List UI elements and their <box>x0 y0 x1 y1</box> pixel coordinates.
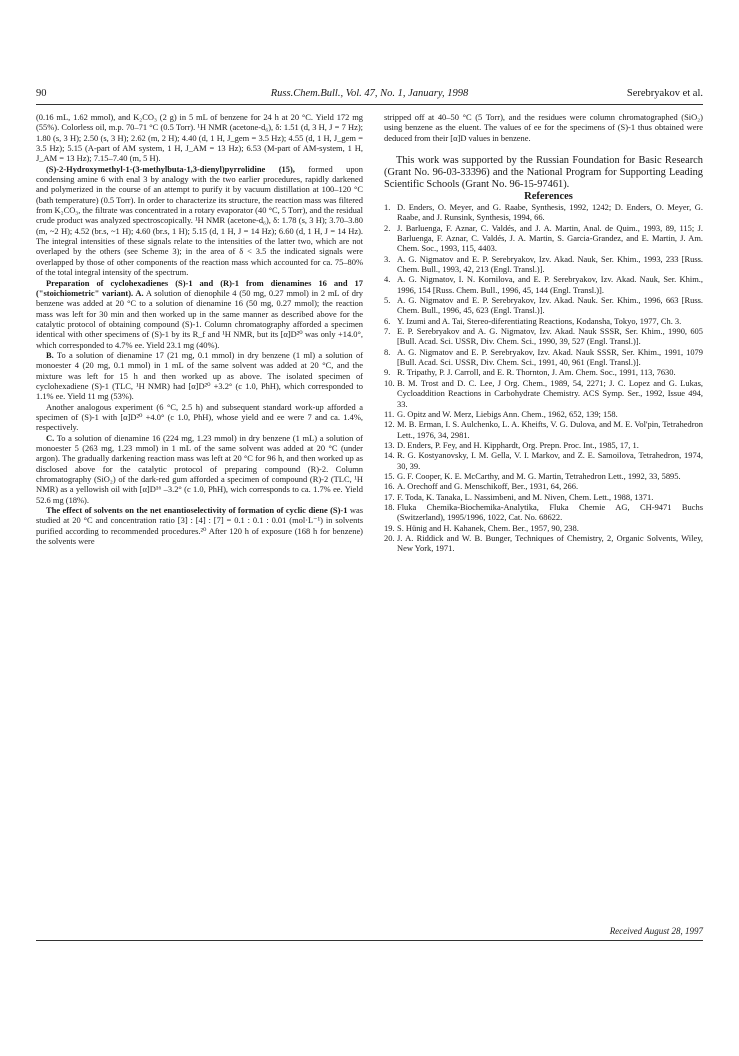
left-column <box>36 112 363 546</box>
page-number: 90 <box>36 88 47 99</box>
reference-item: 8. A. G. Nigmatov and E. P. Serebryakov, Izv. Akad. Nauk SSSR, Ser. Khim., 1991, 1079 [Bull. Acad. Sci. USSR, Div. Chem. Sci., 1991, 40, 961 (Engl. Transl.)]. <box>384 346 703 368</box>
paragraph: (S)-2-Hydroxymethyl-1-(3-methylbuta-1,3-dienyl)pyrrolidine (15), formed upon condensing amine 6 with enal 3 by analogy with the two earlier procedures, rapidly darkened and polymerized in the course of an attempt to purify it by vacuum distillation at 100–120 °C (bath temperature) (0.5 Torr). In order to characterize its structure, the reaction mass was filtered from K₂CO₃, the filtrate was concentrated in a rotary evaporator (40 °C, 5 Torr), and the residual crude product was analyzed spectroscopically. ¹H NMR (acetone-d₆), δ: 1.78 (s, 3 H); 3.70–3.80 (m, ~2 H); 4.52 (br.s, ~1 H); 4.60 (br.s, 1 H); 5.15 (d, 1 H, J = 14 Hz); 6.60 (d, 1 H, J = 14 Hz). The integral intensities of these signals relate to the intensities of the latter two, which are not overlaped by the others (see Scheme 3); in the area of δ < 3.5 the indicated signals were overlapped by those of other components of the reaction mass which accounted for ca. 75–80% of the total integral intensity of the spectrum. <box>36 163 363 278</box>
header-rule <box>36 104 703 105</box>
reference-item: 1. D. Enders, O. Meyer, and G. Raabe, Synthesis, 1992, 1242; D. Enders, O. Meyer, G. Raabe, and J. Runsink, Synthesis, 1994, 66. <box>384 201 703 223</box>
reference-item: 2. J. Barluenga, F. Aznar, C. Valdés, and J. A. Martin, Anal. de Quim., 1993, 89, 115; J. Barluenga, F. Aznar, C. Valdés, J. A. Martin, S. Garcia-Grandez, and E. Martin, J. Am. Chem. Soc., 1993, 115, 4403. <box>384 222 703 254</box>
reference-item: 7. E. P. Serebryakov and A. G. Nigmatov, Izv. Akad. Nauk SSSR, Ser. Khim., 1990, 605 [Bull. Acad. Sci. USSR, Div. Chem. Sci., 1990, 39, 527 (Engl. Transl.)]. <box>384 326 703 347</box>
reference-item: 4. A. G. Nigmatov, I. N. Kornilova, and E. P. Serebryakov, Izv. Akad. Nauk, Ser. Khim., 1996, 154 [Russ. Chem. Bull., 1996, 45, 144 (Engl. Transl.)]. <box>384 274 703 295</box>
reference-item: 15. G. F. Cooper, K. E. McCarthy, and M. G. Martin, Tetrahedron Lett., 1992, 33, 5895. <box>384 470 681 481</box>
journal-citation: Russ.Chem.Bull., Vol. 47, No. 1, January, 1998 <box>270 88 469 99</box>
running-header <box>36 88 703 104</box>
reference-list <box>384 202 703 554</box>
acknowledgement: This work was supported by the Russian Foundation for Basic Research (Grant No. 96-03-33396) and the National Program for Supporting Leading Scientific Schools (Grant No. 96-15-97461). <box>384 155 703 191</box>
reference-item: 14. R. G. Kostyanovsky, I. M. Gella, V. I. Markov, and Z. E. Samoilova, Tetrahedron, 1974, 30, 39. <box>384 450 703 471</box>
received-date: Received August 28, 1997 <box>609 926 703 936</box>
reference-item: 12. M. B. Erman, I. S. Aulchenko, L. A. Kheifts, V. G. Dulova, and M. E. Vol'pin, Tetrahedron Lett., 1976, 34, 2981. <box>384 419 703 440</box>
reference-item: 13. D. Enders, P. Fey, and H. Kipphardt, Org. Prepn. Proc. Int., 1985, 17, 1. <box>384 439 639 450</box>
reference-item: 18. Fluka Chemika-Biochemika-Analytika, Fluka Chemie AG, CH-9471 Buchs (Switzerland), 1995/1996, 1022, Cat. No. 68622. <box>384 501 703 523</box>
running-author: Serebryakov et al. <box>626 88 703 99</box>
paragraph: (0.16 mL, 1.62 mmol), and K₂CO₃ (2 g) in 5 mL of benzene for 24 h at 20 °C. Yield 172 mg (55%). Colorless oil, m.p. 70–71 °C (0.5 Torr). ¹H NMR (acetone-d₆), δ: 1.51 (d, 3 H, J = 7 Hz); 1.80 (s, 3 H); 2.50 (s, 3 H); 2.62 (m, 2 H); 4.40 (d, 1 H, J_gem = 3.5 Hz); 4.55 (d, 1 H, J_gem = 3.5 Hz); 5.15 (A-part of AM system, 1 H, J_AM = 13 Hz); 6.53 (M-part of AM-system, 1 H, J_AM = 13 Hz); 7.15–7.40 (m, 5 H). <box>36 112 363 164</box>
reference-item: 9. R. Tripathy, P. J. Carroll, and E. R. Thornton, J. Am. Chem. Soc., 1991, 113, 7630. <box>384 367 676 378</box>
paragraph-continuation: stripped off at 40–50 °C (5 Torr), and the residues were column chromatographed (SiO₂) using benzene as the eluent. The values of ee for the specimens of (S)-1 thus obtained were deduced from their [α]D values in benzene. <box>384 112 703 143</box>
reference-item: 10. B. M. Trost and D. C. Lee, J Org. Chem., 1989, 54, 2271; J. C. Lopez and G. Lukas, Cycloaddition Reactions in Carbohydrate Chemistry. ACS Symp. Ser., 1992, Issue 494, 33. <box>384 377 703 409</box>
right-column <box>384 112 703 554</box>
paragraph: Another analogous experiment (6 °C, 2.5 h) and subsequent standard work-up afforded a specimen of (S)-1 with [α]D²⁰ +4.0° (c 1.0, PhH), whose yield and ee were 7 and ca. 1.4%, respectively. <box>36 401 363 433</box>
footer-rule <box>36 940 703 941</box>
paragraph: B. To a solution of dienamine 17 (21 mg, 0.1 mmol) in dry benzene (1 ml) a solution of monoester 4 (20 mg, 0.1 mmol) in 1 mL of the same solvent was added at 20 °C, and the mixture was left for 15 h and then worked up as above. The isolated specimen of cyclohexadiene (S)-1 (TLC, ¹H NMR) had [α]D²⁰ +3.2° (c 1.0, PhH), which corresponded to 1.1% ee. Yield 11 mg (53%). <box>36 349 363 402</box>
reference-item: 5. A. G. Nigmatov and E. P. Serebryakov, Izv. Akad. Nauk. Ser. Khim., 1996, 663 [Russ. Chem. Bull., 1996, 45, 623 (Engl. Transl.)]. <box>384 295 703 316</box>
references-heading: References <box>524 190 573 202</box>
reference-item: 16. A. Orechoff and G. Menschikoff, Ber., 1931, 64, 266. <box>384 481 579 492</box>
reference-item: 6. Y. Izumi and A. Tai, Stereo-diferentiating Reactions, Kodansha, Tokyo, 1977, Ch. 3. <box>384 315 682 326</box>
paragraph: The effect of solvents on the net enantioselectivity of formation of cyclic diene (S)-1 was studied at 20 °C and concentration ratio [3] : [4] : [7] = 0.1 : 0.1 : 0.01 (mol·L⁻¹) in solvents purified according to recommended procedures.²⁰ After 120 h of exposure (168 h for benzene) the solvents were <box>36 505 363 547</box>
reference-item: 17. F. Toda, K. Tanaka, L. Nassimbeni, and M. Niven, Chem. Lett., 1988, 1371. <box>384 491 654 502</box>
paragraph: Preparation of cyclohexadienes (S)-1 and (R)-1 from dienamines 16 and 17 ("stoichiometric" variant). A. A solution of dienophile 4 (50 mg, 0.27 mmol) in 2 mL of dry benzene was added at 20 °C to a solution of dienamine 16 (50 mg, 0.27 mmol); the reaction mass was left for 30 min and then worked up in the same manner as described above for the catalytic protocol of obtaining compound (S)-1. Column chromatography afforded a specimen identical with other specimens of (S)-1 by its R_f and ¹H NMR, but its [α]D²⁰ was only +14.0°, which corresponded to 4.7% ee. Yield 23.1 mg (40%). <box>36 277 363 350</box>
reference-item: 19. S. Hünig and H. Kahanek, Chem. Ber., 1957, 90, 238. <box>384 522 579 533</box>
reference-item: 3. A. G. Nigmatov and E. P. Serebryakov, Izv. Akad. Nauk, Ser. Khim., 1993, 233 [Russ. Chem. Bull., 1993, 42, 213 (Engl. Transl.)]. <box>384 253 703 275</box>
reference-item: 20. J. A. Riddick and W. B. Bunger, Techniques of Chemistry, 2, Organic Solvents, Wiley, New York, 1971. <box>384 532 703 554</box>
reference-item: 11. G. Opitz and W. Merz, Liebigs Ann. Chem., 1962, 652, 139; 158. <box>384 408 618 419</box>
paragraph: C. To a solution of dienamine 16 (224 mg, 1.23 mmol) in dry benzene (1 mL) a solution of monoester 5 (263 mg, 1.23 mmol) in 1 mL of the same solvent was added at 20 °C (under argon). The gradually darkening reaction mass was left at 20 °C for 96 h, and then worked up as disclosed above for the catalytic protocol of preparing compound (R)-2. Column chromatography (SiO₂) of the dark-red gum afforded a specimen of compound (R)-2 (TLC, ¹H NMR) as a yellowish oil with [α]D¹⁶ –3.2° (c 1.0, PhH), wich corresponds to ca. 1.7% ee. Yield 52.6 mg (18%). <box>36 432 363 505</box>
